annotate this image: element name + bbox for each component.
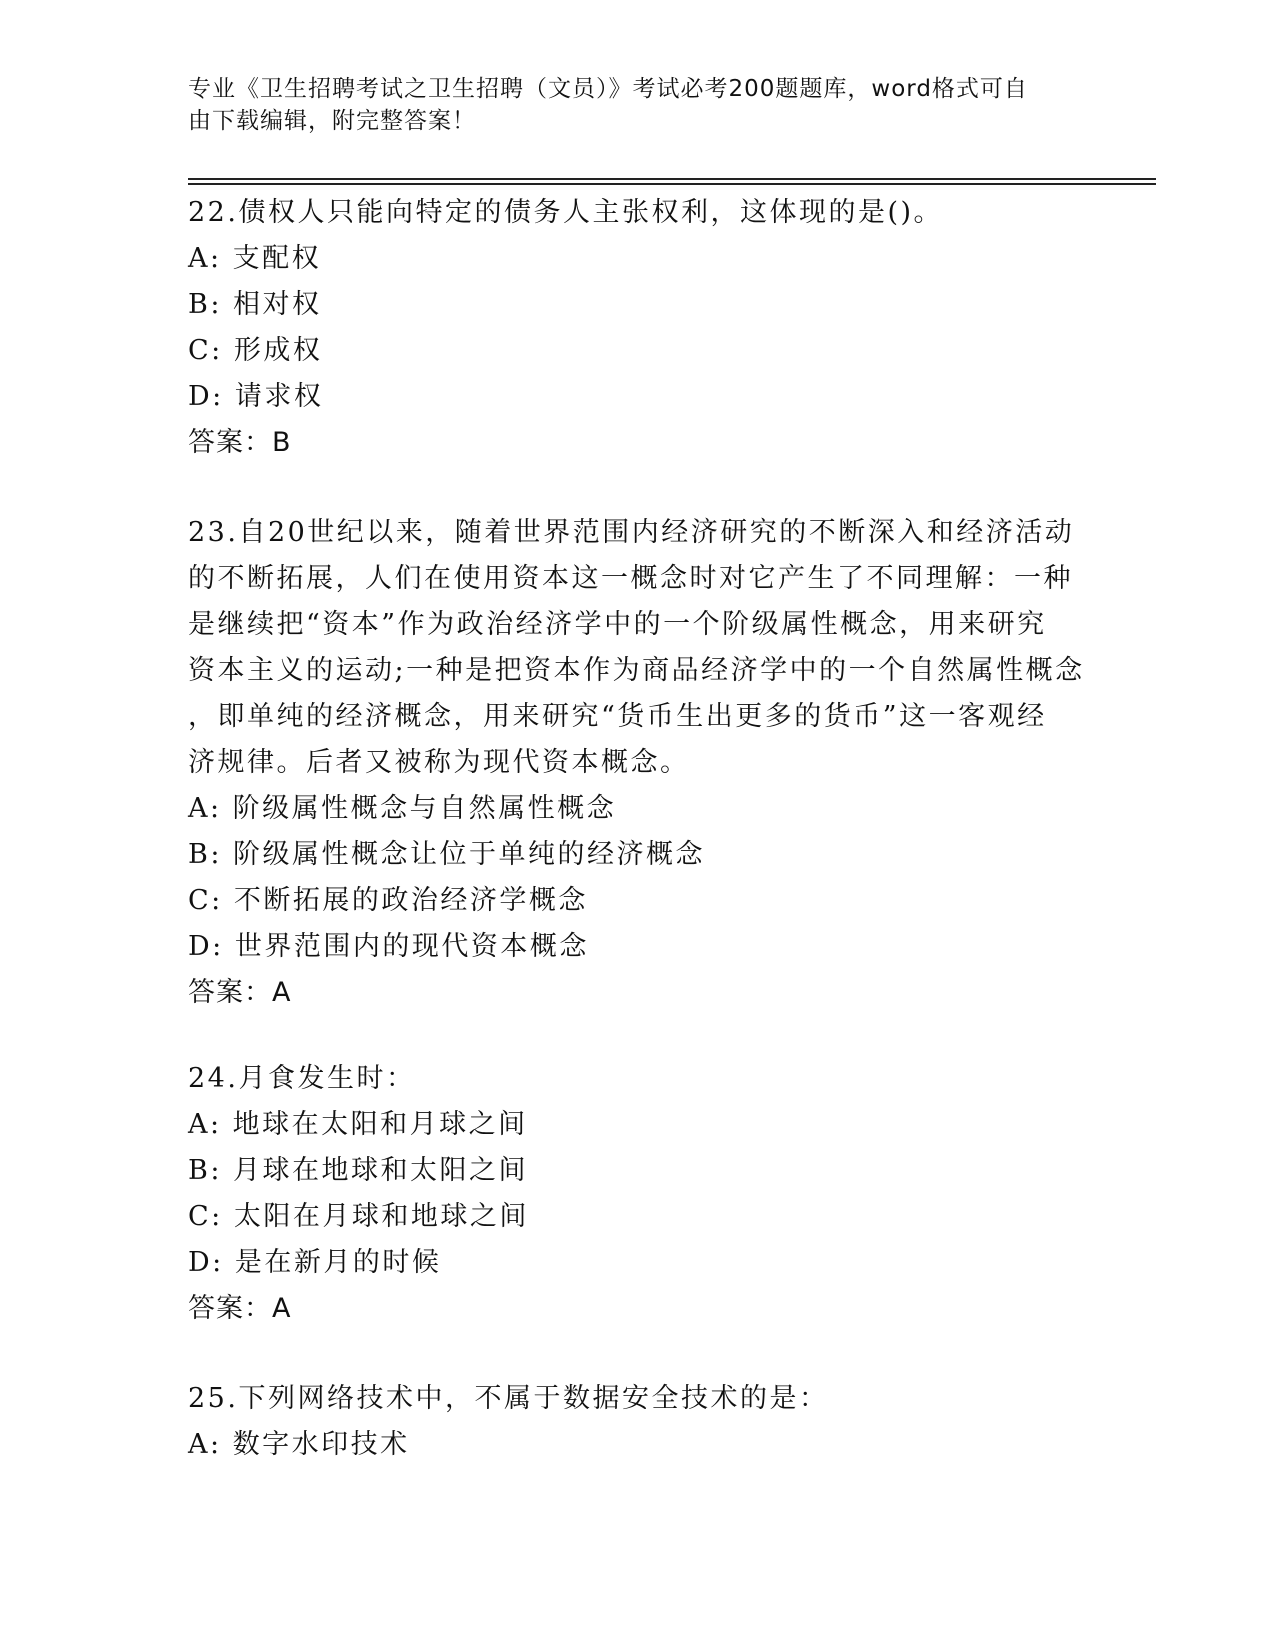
option-b: B: 月球在地球和太阳之间	[188, 1155, 529, 1186]
option-c: C: 太阳在月球和地球之间	[188, 1201, 529, 1232]
option-b: B: 阶级属性概念让位于单纯的经济概念	[188, 839, 706, 870]
header-line: 由下载编辑，附完整答案！	[188, 108, 476, 134]
option-d: D: 请求权	[188, 381, 324, 412]
option-d: D: 是在新月的时候	[188, 1247, 442, 1278]
document-header	[188, 73, 1068, 137]
question-stem: 济规律。后者又被称为现代资本概念。	[188, 747, 690, 778]
question-stem: 23.自20世纪以来，随着世界范围内经济研究的不断深入和经济活动	[188, 517, 1075, 548]
option-a: A: 地球在太阳和月球之间	[188, 1109, 528, 1140]
question-stem: 24.月食发生时：	[188, 1063, 416, 1094]
option-c: C: 形成权	[188, 335, 323, 366]
question-23	[188, 510, 1088, 1016]
question-22	[188, 190, 1088, 466]
header-divider	[188, 178, 1156, 180]
question-24	[188, 1056, 1088, 1332]
question-stem: 25.下列网络技术中，不属于数据安全技术的是：	[188, 1383, 829, 1414]
header-divider	[188, 183, 1156, 185]
question-stem: 22.债权人只能向特定的债务人主张权利，这体现的是()。	[188, 197, 944, 228]
header-line: 专业《卫生招聘考试之卫生招聘（文员）》考试必考200题题库，word格式可自	[188, 76, 1028, 102]
option-a: A: 数字水印技术	[188, 1429, 410, 1460]
option-c: C: 不断拓展的政治经济学概念	[188, 885, 588, 916]
question-25	[188, 1376, 1088, 1468]
answer: 答案：B	[188, 427, 292, 458]
option-a: A: 阶级属性概念与自然属性概念	[188, 793, 617, 824]
option-b: B: 相对权	[188, 289, 322, 320]
question-stem: 的不断拓展，人们在使用资本这一概念时对它产生了不同理解：一种	[188, 563, 1073, 594]
answer: 答案：A	[188, 977, 292, 1008]
option-a: A: 支配权	[188, 243, 322, 274]
question-stem: 是继续把“资本”作为政治经济学中的一个阶级属性概念，用来研究	[188, 609, 1047, 640]
option-d: D: 世界范围内的现代资本概念	[188, 931, 589, 962]
answer: 答案：A	[188, 1293, 292, 1324]
question-stem: ，即单纯的经济概念，用来研究“货币生出更多的货币”这一客观经	[188, 701, 1047, 732]
question-stem: 资本主义的运动;一种是把资本作为商品经济学中的一个自然属性概念	[188, 655, 1085, 686]
